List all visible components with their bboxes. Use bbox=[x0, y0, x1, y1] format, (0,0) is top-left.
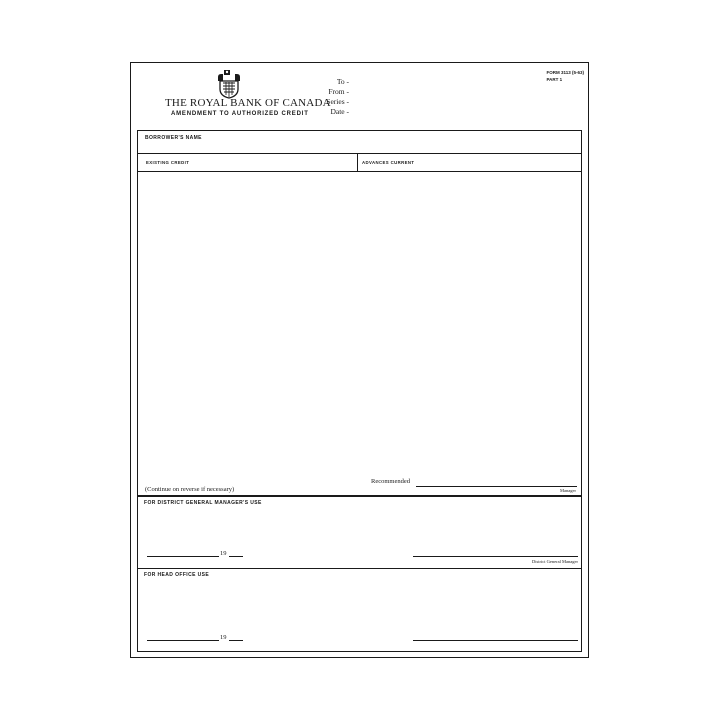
district-date-line[interactable] bbox=[147, 556, 219, 557]
credit-details-box bbox=[137, 154, 582, 496]
form-bottom-rule bbox=[137, 651, 582, 652]
recommended-signature-line[interactable] bbox=[416, 486, 577, 487]
form-title: AMENDMENT TO AUTHORIZED CREDIT bbox=[171, 111, 309, 117]
routing-date: Date - bbox=[330, 107, 349, 116]
head-office-section-rule bbox=[137, 568, 582, 569]
head-office-year-prefix: 19 bbox=[220, 634, 227, 641]
head-office-year-line[interactable] bbox=[229, 640, 243, 641]
existing-credit-field[interactable] bbox=[138, 154, 357, 171]
district-signature-line[interactable] bbox=[413, 556, 578, 557]
advances-current-label: ADVANCES CURRENT bbox=[362, 160, 415, 165]
form-number-block bbox=[546, 69, 584, 83]
routing-to: To - bbox=[336, 77, 349, 86]
lower-right-border bbox=[581, 496, 582, 651]
form-number: FORM 3113 (5-63) bbox=[546, 70, 584, 75]
district-signature-caption: District General Manager bbox=[532, 559, 578, 564]
head-office-date-line[interactable] bbox=[147, 640, 219, 641]
district-section-rule bbox=[137, 496, 582, 497]
routing-from: From - bbox=[328, 87, 349, 96]
bank-name: THE ROYAL BANK OF CANADA bbox=[165, 97, 331, 109]
head-office-signature-line[interactable] bbox=[413, 640, 578, 641]
district-section-title: FOR DISTRICT GENERAL MANAGER'S USE bbox=[144, 500, 262, 506]
routing-series: Series - bbox=[326, 97, 349, 106]
district-year-prefix: 19 bbox=[220, 550, 227, 557]
advances-current-field[interactable] bbox=[358, 154, 581, 171]
borrowers-name-label: BORROWER'S NAME bbox=[145, 135, 202, 141]
form-part: PART 1 bbox=[546, 77, 563, 82]
royal-bank-crest-icon bbox=[214, 69, 244, 99]
existing-credit-label: EXISTING CREDIT bbox=[146, 160, 190, 165]
borrowers-name-field[interactable] bbox=[137, 130, 582, 154]
lower-left-border bbox=[137, 496, 138, 651]
head-office-section-title: FOR HEAD OFFICE USE bbox=[144, 572, 210, 578]
district-year-line[interactable] bbox=[229, 556, 243, 557]
amendment-form bbox=[130, 62, 589, 658]
manager-caption: Manager bbox=[560, 488, 576, 493]
continue-note: (Continue on reverse if necessary) bbox=[145, 486, 235, 493]
recommended-label: Recommended bbox=[371, 478, 410, 485]
credit-details-area[interactable] bbox=[138, 172, 581, 473]
